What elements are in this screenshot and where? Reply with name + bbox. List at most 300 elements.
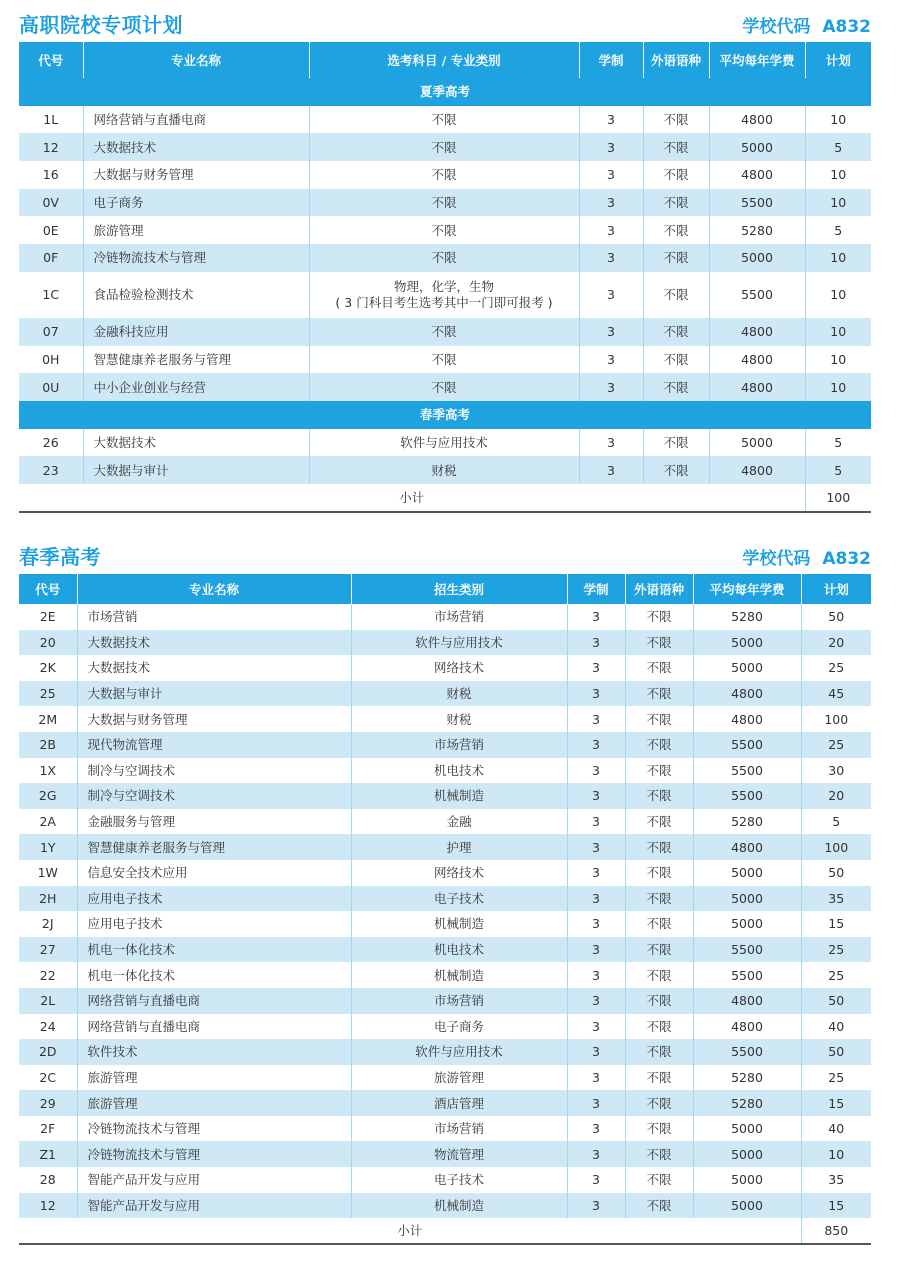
language-cell: 不限 <box>625 732 693 758</box>
code-cell: 25 <box>39 686 56 702</box>
table-row <box>19 860 871 886</box>
years-cell: 3 <box>579 429 643 457</box>
plan-cell: 5 <box>805 133 871 161</box>
subject-cell: 不限 <box>309 106 579 134</box>
language-cell: 不限 <box>625 1065 693 1091</box>
col-header-code: 代号 <box>35 582 61 597</box>
special-plan-section <box>19 0 871 513</box>
language-cell: 不限 <box>625 1090 693 1116</box>
plan-cell: 5 <box>805 216 871 244</box>
table-row <box>19 106 871 134</box>
major-cell: 旅游管理 <box>83 216 309 244</box>
subtotal-row <box>19 484 871 512</box>
subject-cell: 不限 <box>309 161 579 189</box>
tuition-cell: 5280 <box>693 604 801 630</box>
years-cell: 3 <box>567 886 625 912</box>
years-cell: 3 <box>579 456 643 484</box>
code-cell: 16 <box>42 167 59 183</box>
years-cell: 3 <box>579 216 643 244</box>
tuition-cell: 5000 <box>709 133 805 161</box>
plan-cell: 40 <box>801 1116 871 1142</box>
major-cell: 智慧健康养老服务与管理 <box>83 346 309 374</box>
table-row <box>19 216 871 244</box>
plan-cell: 25 <box>801 732 871 758</box>
tuition-cell: 4800 <box>709 373 805 401</box>
language-cell: 不限 <box>625 758 693 784</box>
language-cell: 不限 <box>625 962 693 988</box>
table-header-row <box>19 42 871 78</box>
school-code-label: 学校代码 <box>742 17 811 37</box>
col-header-category: 招生类别 <box>351 574 567 604</box>
tuition-cell: 5500 <box>693 937 801 963</box>
table-row <box>19 318 871 346</box>
table-row <box>19 834 871 860</box>
years-cell: 3 <box>579 373 643 401</box>
years-cell: 3 <box>567 1014 625 1040</box>
plan-cell: 15 <box>801 911 871 937</box>
tuition-cell: 4800 <box>693 681 801 707</box>
code-cell: 0E <box>42 222 59 238</box>
code-cell: 1Y <box>39 839 56 855</box>
school-code <box>742 544 871 574</box>
subject-cell: 财税 <box>351 681 567 707</box>
years-cell: 3 <box>579 346 643 374</box>
major-cell: 智慧健康养老服务与管理 <box>77 834 351 860</box>
subject-cell: 机械制造 <box>351 911 567 937</box>
spring-exam-table <box>19 574 871 1245</box>
table-row <box>19 161 871 189</box>
years-cell: 3 <box>567 1167 625 1193</box>
subject-cell: 不限 <box>309 133 579 161</box>
table-row <box>19 133 871 161</box>
major-cell: 大数据与财务管理 <box>77 706 351 732</box>
years-cell: 3 <box>579 133 643 161</box>
language-cell: 不限 <box>625 886 693 912</box>
years-cell: 3 <box>567 937 625 963</box>
language-cell: 不限 <box>643 216 709 244</box>
plan-cell: 15 <box>801 1090 871 1116</box>
table-row <box>19 244 871 272</box>
code-cell: 2D <box>38 1044 57 1060</box>
language-cell: 不限 <box>625 1193 693 1219</box>
table-row <box>19 988 871 1014</box>
table-row <box>19 655 871 681</box>
tuition-cell: 4800 <box>709 456 805 484</box>
major-cell: 制冷与空调技术 <box>77 783 351 809</box>
subject-cell: 财税 <box>309 456 579 484</box>
table-row <box>19 962 871 988</box>
code-cell: 12 <box>39 1197 56 1213</box>
major-cell: 网络营销与直播电商 <box>83 106 309 134</box>
years-cell: 3 <box>567 1141 625 1167</box>
years-cell: 3 <box>567 681 625 707</box>
tuition-cell: 5500 <box>693 732 801 758</box>
table-row <box>19 809 871 835</box>
major-cell: 网络营销与直播电商 <box>77 1014 351 1040</box>
table-row <box>19 189 871 217</box>
major-cell: 大数据技术 <box>77 655 351 681</box>
table-row <box>19 1167 871 1193</box>
code-cell: 2A <box>39 814 56 830</box>
years-cell: 3 <box>567 860 625 886</box>
subtotal-value: 100 <box>805 484 871 512</box>
years-cell: 3 <box>567 1065 625 1091</box>
table-row <box>19 1193 871 1219</box>
language-cell: 不限 <box>625 1141 693 1167</box>
subject-cell: 市场营销 <box>351 988 567 1014</box>
plan-cell: 40 <box>801 1014 871 1040</box>
tuition-cell: 5280 <box>693 809 801 835</box>
plan-cell: 5 <box>801 809 871 835</box>
language-cell: 不限 <box>625 834 693 860</box>
group-header-row <box>19 401 871 429</box>
tuition-cell: 5280 <box>693 1090 801 1116</box>
major-cell: 大数据与审计 <box>83 456 309 484</box>
subject-cell: 软件与应用技术 <box>351 1039 567 1065</box>
subject-cell: 不限 <box>309 189 579 217</box>
code-cell: 2G <box>38 788 57 804</box>
subtotal-label: 小计 <box>397 1223 423 1239</box>
code-cell: 2L <box>40 993 56 1009</box>
years-cell: 3 <box>567 809 625 835</box>
major-cell: 旅游管理 <box>77 1090 351 1116</box>
subject-cell: 电子技术 <box>351 1167 567 1193</box>
subject-cell: 护理 <box>351 834 567 860</box>
major-cell: 智能产品开发与应用 <box>77 1193 351 1219</box>
school-code <box>742 12 871 42</box>
code-cell: 1C <box>42 287 60 303</box>
subject-cell: 网络技术 <box>351 655 567 681</box>
table-row <box>19 604 871 630</box>
years-cell: 3 <box>579 244 643 272</box>
years-cell: 3 <box>567 834 625 860</box>
language-cell: 不限 <box>625 1014 693 1040</box>
tuition-cell: 4800 <box>709 346 805 374</box>
col-header-tuition: 平均每年学费 <box>693 574 801 604</box>
table-row <box>19 1141 871 1167</box>
plan-cell: 10 <box>805 244 871 272</box>
table-row <box>19 1039 871 1065</box>
years-cell: 3 <box>567 1039 625 1065</box>
subject-cell: 市场营销 <box>351 1116 567 1142</box>
tuition-cell: 5000 <box>709 429 805 457</box>
school-code-label: 学校代码 <box>742 549 811 569</box>
major-cell: 应用电子技术 <box>77 886 351 912</box>
code-cell: 1L <box>43 112 59 128</box>
tuition-cell: 4800 <box>693 706 801 732</box>
code-cell: 28 <box>39 1172 56 1188</box>
language-cell: 不限 <box>643 189 709 217</box>
col-header-major: 专业名称 <box>83 42 309 78</box>
table-row <box>19 758 871 784</box>
major-cell: 制冷与空调技术 <box>77 758 351 784</box>
major-cell: 中小企业创业与经营 <box>83 373 309 401</box>
code-cell: 0F <box>43 250 59 266</box>
plan-cell: 10 <box>805 161 871 189</box>
code-cell: 2M <box>38 711 58 727</box>
col-header-years: 学制 <box>579 42 643 78</box>
school-code-value: A832 <box>822 549 871 569</box>
tuition-cell: 4800 <box>693 834 801 860</box>
col-header-years: 学制 <box>567 574 625 604</box>
spring-exam-section <box>19 532 871 1245</box>
table-row <box>19 937 871 963</box>
plan-cell: 45 <box>801 681 871 707</box>
years-cell: 3 <box>567 1193 625 1219</box>
table-row <box>19 630 871 656</box>
plan-cell: 50 <box>801 860 871 886</box>
plan-cell: 35 <box>801 886 871 912</box>
language-cell: 不限 <box>625 604 693 630</box>
years-cell: 3 <box>567 988 625 1014</box>
code-cell: 2B <box>39 737 57 753</box>
years-cell: 3 <box>567 655 625 681</box>
language-cell: 不限 <box>625 937 693 963</box>
language-cell: 不限 <box>625 860 693 886</box>
major-cell: 智能产品开发与应用 <box>77 1167 351 1193</box>
years-cell: 3 <box>567 630 625 656</box>
plan-cell: 50 <box>801 604 871 630</box>
col-header-language: 外语语种 <box>625 574 693 604</box>
table-row <box>19 886 871 912</box>
language-cell: 不限 <box>625 655 693 681</box>
code-cell: 24 <box>39 1018 56 1034</box>
tuition-cell: 5500 <box>693 783 801 809</box>
major-cell: 大数据技术 <box>83 429 309 457</box>
subject-cell: 机械制造 <box>351 783 567 809</box>
language-cell: 不限 <box>643 429 709 457</box>
plan-cell: 25 <box>801 937 871 963</box>
table-row <box>19 681 871 707</box>
code-cell: 12 <box>42 139 59 155</box>
years-cell: 3 <box>567 706 625 732</box>
language-cell: 不限 <box>643 272 709 318</box>
tuition-cell: 5500 <box>693 758 801 784</box>
tuition-cell: 5000 <box>693 655 801 681</box>
spring-exam-title-row <box>19 532 871 574</box>
tuition-cell: 5000 <box>693 886 801 912</box>
code-cell: 07 <box>42 324 59 340</box>
subject-cell: 金融 <box>351 809 567 835</box>
subject-cell: 机电技术 <box>351 758 567 784</box>
subject-cell: 机械制造 <box>351 962 567 988</box>
special-plan-table <box>19 42 871 513</box>
code-cell: 2C <box>39 1069 57 1085</box>
tuition-cell: 5500 <box>709 189 805 217</box>
table-row <box>19 706 871 732</box>
tuition-cell: 5000 <box>693 911 801 937</box>
subject-cell: 机电技术 <box>351 937 567 963</box>
plan-cell: 20 <box>801 630 871 656</box>
plan-cell: 100 <box>801 706 871 732</box>
subject-cell: 不限 <box>309 216 579 244</box>
table-row <box>19 1116 871 1142</box>
code-cell: 22 <box>39 967 56 983</box>
major-cell: 大数据技术 <box>83 133 309 161</box>
years-cell: 3 <box>567 1116 625 1142</box>
section-title: 春季高考 <box>19 545 101 569</box>
language-cell: 不限 <box>625 630 693 656</box>
language-cell: 不限 <box>643 318 709 346</box>
code-cell: 26 <box>42 434 59 450</box>
table-row <box>19 373 871 401</box>
plan-cell: 10 <box>805 272 871 318</box>
language-cell: 不限 <box>625 1116 693 1142</box>
subject-cell: 软件与应用技术 <box>309 429 579 457</box>
language-cell: 不限 <box>625 809 693 835</box>
tuition-cell: 5280 <box>709 216 805 244</box>
plan-cell: 10 <box>805 189 871 217</box>
code-cell: 29 <box>39 1095 56 1111</box>
language-cell: 不限 <box>625 681 693 707</box>
table-row <box>19 732 871 758</box>
subject-cell: 市场营销 <box>351 604 567 630</box>
subject-cell: 不限 <box>309 373 579 401</box>
years-cell: 3 <box>567 962 625 988</box>
table-row <box>19 272 871 318</box>
code-cell: Z1 <box>39 1146 57 1162</box>
major-cell: 大数据与财务管理 <box>83 161 309 189</box>
code-cell: 0V <box>42 195 59 211</box>
major-cell: 食品检验检测技术 <box>83 272 309 318</box>
table-row <box>19 783 871 809</box>
major-cell: 电子商务 <box>83 189 309 217</box>
plan-cell: 50 <box>801 988 871 1014</box>
subject-cell: 网络技术 <box>351 860 567 886</box>
language-cell: 不限 <box>643 456 709 484</box>
major-cell: 网络营销与直播电商 <box>77 988 351 1014</box>
major-cell: 冷链物流技术与管理 <box>77 1116 351 1142</box>
major-cell: 软件技术 <box>77 1039 351 1065</box>
col-header-subject: 选考科目 / 专业类别 <box>309 42 579 78</box>
plan-cell: 30 <box>801 758 871 784</box>
col-header-code: 代号 <box>38 53 64 68</box>
years-cell: 3 <box>567 1090 625 1116</box>
subject-cell: 旅游管理 <box>351 1065 567 1091</box>
plan-cell: 25 <box>801 1065 871 1091</box>
tuition-cell: 5000 <box>693 860 801 886</box>
subject-cell: 财税 <box>351 706 567 732</box>
tuition-cell: 5500 <box>693 962 801 988</box>
major-cell: 大数据与审计 <box>77 681 351 707</box>
group-label: 夏季高考 <box>419 84 470 100</box>
code-cell: 2J <box>41 916 54 932</box>
group-header-row <box>19 78 871 106</box>
table-row <box>19 1014 871 1040</box>
subject-cell: 不限 <box>309 318 579 346</box>
subject-cell: 机械制造 <box>351 1193 567 1219</box>
language-cell: 不限 <box>625 911 693 937</box>
years-cell: 3 <box>579 272 643 318</box>
subject-cell: 软件与应用技术 <box>351 630 567 656</box>
tuition-cell: 4800 <box>693 1014 801 1040</box>
table-row <box>19 1065 871 1091</box>
major-cell: 金融科技应用 <box>83 318 309 346</box>
col-header-major: 专业名称 <box>77 574 351 604</box>
tuition-cell: 4800 <box>709 106 805 134</box>
tuition-cell: 5000 <box>709 244 805 272</box>
language-cell: 不限 <box>625 706 693 732</box>
major-cell: 市场营销 <box>77 604 351 630</box>
plan-cell: 5 <box>805 456 871 484</box>
major-cell: 大数据技术 <box>77 630 351 656</box>
plan-cell: 35 <box>801 1167 871 1193</box>
section-title: 高职院校专项计划 <box>19 13 183 37</box>
language-cell: 不限 <box>643 346 709 374</box>
tuition-cell: 5000 <box>693 1167 801 1193</box>
table-row <box>19 346 871 374</box>
major-cell: 现代物流管理 <box>77 732 351 758</box>
years-cell: 3 <box>567 604 625 630</box>
code-cell: 2F <box>40 1121 56 1137</box>
language-cell: 不限 <box>625 988 693 1014</box>
major-cell: 冷链物流技术与管理 <box>83 244 309 272</box>
language-cell: 不限 <box>643 106 709 134</box>
school-code-value: A832 <box>822 17 871 37</box>
tuition-cell: 5000 <box>693 1116 801 1142</box>
subject-cell: 市场营销 <box>351 732 567 758</box>
years-cell: 3 <box>567 911 625 937</box>
years-cell: 3 <box>579 189 643 217</box>
major-cell: 机电一体化技术 <box>77 937 351 963</box>
language-cell: 不限 <box>625 783 693 809</box>
plan-cell: 10 <box>805 346 871 374</box>
language-cell: 不限 <box>643 161 709 189</box>
plan-cell: 10 <box>805 106 871 134</box>
table-header-row <box>19 574 871 604</box>
tuition-cell: 5000 <box>693 1141 801 1167</box>
major-cell: 冷链物流技术与管理 <box>77 1141 351 1167</box>
tuition-cell: 4800 <box>693 988 801 1014</box>
col-header-plan: 计划 <box>801 574 871 604</box>
code-cell: 2E <box>39 609 56 625</box>
subtotal-label: 小计 <box>399 489 425 505</box>
special-plan-title-row <box>19 0 871 42</box>
subject-cell: 物流管理 <box>351 1141 567 1167</box>
tuition-cell: 5500 <box>693 1039 801 1065</box>
major-cell: 信息安全技术应用 <box>77 860 351 886</box>
code-cell: 0U <box>42 379 60 395</box>
plan-cell: 5 <box>805 429 871 457</box>
major-cell: 应用电子技术 <box>77 911 351 937</box>
col-header-tuition: 平均每年学费 <box>709 42 805 78</box>
subject-line: 物理，化学，生物 <box>393 278 494 294</box>
table-row <box>19 429 871 457</box>
language-cell: 不限 <box>625 1167 693 1193</box>
tuition-cell: 5280 <box>693 1065 801 1091</box>
plan-cell: 25 <box>801 655 871 681</box>
subject-cell: 不限 <box>309 244 579 272</box>
plan-cell: 20 <box>801 783 871 809</box>
plan-cell: 10 <box>801 1141 871 1167</box>
years-cell: 3 <box>579 161 643 189</box>
years-cell: 3 <box>567 732 625 758</box>
tuition-cell: 4800 <box>709 161 805 189</box>
plan-cell: 50 <box>801 1039 871 1065</box>
code-cell: 0H <box>42 351 60 367</box>
years-cell: 3 <box>579 106 643 134</box>
plan-cell: 15 <box>801 1193 871 1219</box>
col-header-language: 外语语种 <box>643 42 709 78</box>
group-label: 春季高考 <box>419 407 470 423</box>
code-cell: 1X <box>39 762 57 778</box>
years-cell: 3 <box>567 783 625 809</box>
code-cell: 27 <box>39 942 56 958</box>
plan-cell: 100 <box>801 834 871 860</box>
language-cell: 不限 <box>643 373 709 401</box>
subject-cell: 不限 <box>309 346 579 374</box>
language-cell: 不限 <box>643 133 709 161</box>
